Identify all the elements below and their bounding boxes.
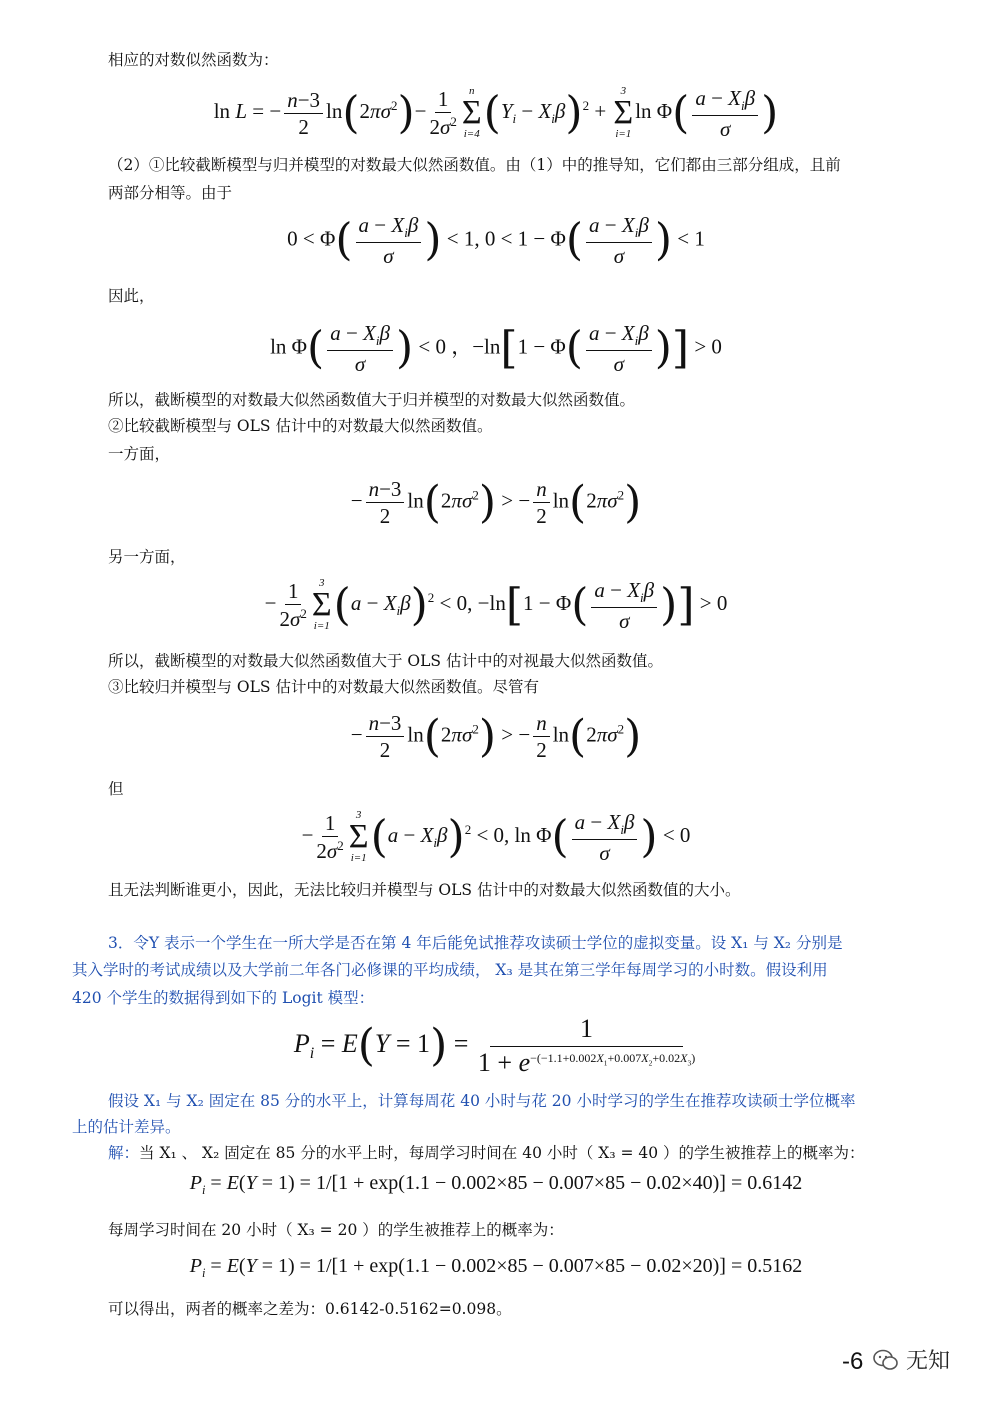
equation-p20: $P_i = E(Y = 1) = 1/[1 + \exp(1.1 - 0.002\times 85 - 0.007\times 85 - 0.02\times 20)] = 0.5162$ [189,1255,803,1280]
equation-ln-phi: ln Φ( $\frac{a - X_i\beta}{\sigma}$ ) < 0 ，−ln[1 − Φ( $\frac{a - X_i\beta}{\sigma}$ )] > 0 [270,321,722,376]
solution-final: 可以得出，两者的概率之差为：0.6142-0.5162=0.098。 [108,1300,512,1318]
solution-line1 [108,1140,865,1166]
intro-text: 相应的对数似然函数为： [108,51,279,69]
conclusion2: 所以，截断模型的对数最大似然函数值大于 OLS 估计中的对视最大似然函数值。 [108,652,663,670]
question3-line1: 3．令Y 表示一个学生在一所大学是否在第 4 年后能免试推荐攻读硕士学位的虚拟变量。设 X₁ 与 X₂ 分别是 [108,934,843,952]
equation-despite: − $\frac{n-3}{2}$ $\ln(2\pi\sigma^2)$ > − $\frac{n}{2}$ $\ln(2\pi\sigma^2)$ [350,710,642,763]
equation-loglik: ln L = − $\frac{n-3}{2}$ $\ln(2\pi\sigma^2)-$ $\frac{1}{2\sigma^2}$ n Σ i=4 $(Y_i - X_i\beta)^2$ + 3 Σ i=1 ln Φ( $\frac{a - X_i\beta}{\sigma}$ ) [213,85,779,141]
other-side: 另一方面， [108,548,186,566]
solution-text1: 当 X₁ 、 X₂ 固定在 85 分的水平上时，每周学习时间在 40 小时（ X₃ = 40 ）的学生被推荐上的概率为： [139,1144,865,1162]
compare2: ②比较截断模型与 OLS 估计中的对数最大似然函数值。 [108,417,493,435]
equation-but: − $\frac{1}{2\sigma^2}$ 3 Σ i=1 $(a - X_i\beta)^2 < 0$, ln Φ( $\frac{a - X_i\beta}{\sigma}$ ) < 0 [301,809,691,865]
but-text: 但 [108,780,124,798]
watermark [872,1344,950,1375]
question3-line2: 其入学时的考试成绩以及大学前二年各门必修课的平均成绩， X₃ 是其在第三学年每周学习的小时数。假设利用 [72,961,828,979]
equation-phi-bounds: 0 < Φ( $\frac{a - X_i\beta}{\sigma}$ ) < 1, 0 < 1 − Φ( $\frac{a - X_i\beta}{\sigma}$ ) < 1 [287,213,705,268]
question3-ask2: 上的估计差异。 [72,1118,181,1136]
part2-line2: 两部分相等。由于 [108,184,233,202]
watermark-text: 无知 [906,1349,951,1374]
solution-label: 解： [108,1144,140,1162]
equation-logit-model: $P_i = E(Y = 1)$ = $\frac{1}{1 + e^{-(-1.1+0.002X_1+0.007X_2+0.02X_3)}}$ [293,1014,696,1078]
conclusion3: 且无法判断谁更小，因此，无法比较归并模型与 OLS 估计中的对数最大似然函数值的大小。 [108,881,741,899]
therefore-text: 因此， [108,287,155,305]
p40-result: 0.6142 [747,1172,803,1194]
one-side: 一方面， [108,445,171,463]
question3-line3: 420 个学生的数据得到如下的 Logit 模型： [72,989,375,1007]
wechat-icon [872,1346,900,1374]
part2-line1: （2）①比较截断模型与归并模型的对数最大似然函数值。由（1）中的推导知，它们都由三部分组成，且前 [108,156,841,174]
equation-other-side: − $\frac{1}{2\sigma^2}$ 3 Σ i=1 $(a - X_i\beta)^2 < 0$, −ln[1 − Φ( $\frac{a - X_i\beta}{\sigma}$ )] > 0 [264,577,728,633]
conclusion1: 所以，截断模型的对数最大似然函数值大于归并模型的对数最大似然函数值。 [108,391,636,409]
equation-p40: $P_i = E(Y = 1) = 1/[1 + \exp(1.1 - 0.002\times 85 - 0.007\times 85 - 0.02\times 40)] = 0.6142$ [189,1172,803,1197]
compare3: ③比较归并模型与 OLS 估计中的对数最大似然函数值。尽管有 [108,678,539,696]
p20-result: 0.5162 [747,1255,803,1277]
page-number: -6 [842,1348,864,1375]
solution-line2: 每周学习时间在 20 小时（ X₃ = 20 ）的学生被推荐上的概率为： [108,1221,564,1239]
equation-one-side: − $\frac{n-3}{2}$ $\ln(2\pi\sigma^2)$ > − $\frac{n}{2}$ $\ln(2\pi\sigma^2)$ [350,476,642,529]
question3-ask1: 假设 X₁ 与 X₂ 固定在 85 分的水平上，计算每周花 40 小时与花 20 小时学习的学生在推荐攻读硕士学位概率 [108,1092,856,1110]
